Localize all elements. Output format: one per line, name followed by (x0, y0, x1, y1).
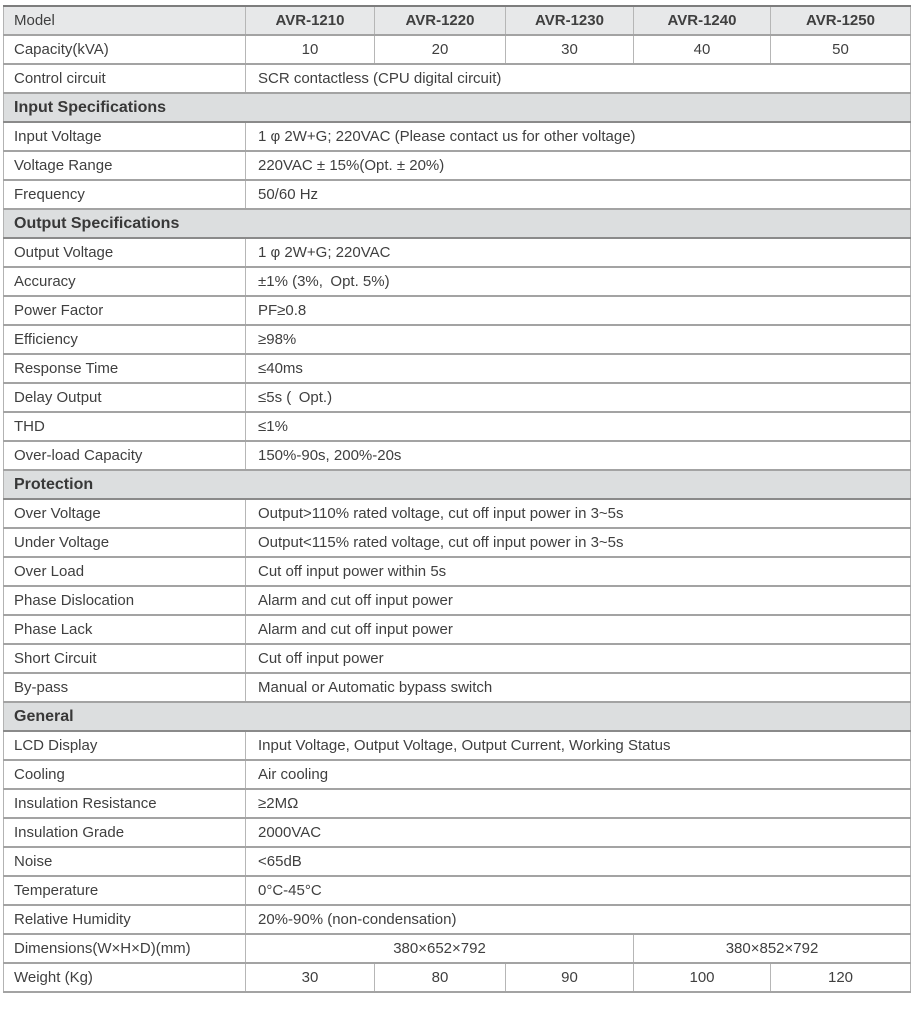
section-header-cell: Output Specifications (4, 209, 911, 238)
spec-label-cell: Short Circuit (4, 644, 246, 673)
spec-label-cell: THD (4, 412, 246, 441)
spec-value-cell: 120 (771, 963, 911, 992)
spec-row (4, 354, 911, 383)
section-header-cell: Input Specifications (4, 93, 911, 122)
spec-value-cell: 40 (634, 35, 771, 64)
spec-value-cell: ±1% (3%, Opt. 5%) (246, 267, 911, 296)
spec-row (4, 847, 911, 876)
spec-label-cell: Input Voltage (4, 122, 246, 151)
spec-value-cell: 30 (506, 35, 634, 64)
spec-value-cell: 50/60 Hz (246, 180, 911, 209)
model-header-row (4, 6, 911, 35)
spec-row (4, 644, 911, 673)
spec-label-cell: Efficiency (4, 325, 246, 354)
spec-label-cell: Weight (Kg) (4, 963, 246, 992)
spec-value-cell: 20%-90% (non-condensation) (246, 905, 911, 934)
spec-row (4, 905, 911, 934)
spec-label-cell: Under Voltage (4, 528, 246, 557)
spec-row (4, 238, 911, 267)
spec-label-cell: Frequency (4, 180, 246, 209)
model-name-cell: AVR-1240 (634, 6, 771, 35)
spec-value-cell: 1 φ 2W+G; 220VAC (Please contact us for other voltage) (246, 122, 911, 151)
spec-row (4, 673, 911, 702)
spec-row (4, 586, 911, 615)
spec-label-cell: Response Time (4, 354, 246, 383)
spec-value-cell: 380×852×792 (634, 934, 911, 963)
spec-label-cell: Cooling (4, 760, 246, 789)
spec-value-cell: ≤1% (246, 412, 911, 441)
section-header-row (4, 702, 911, 731)
spec-label-cell: Insulation Resistance (4, 789, 246, 818)
spec-row (4, 180, 911, 209)
section-header-cell: Protection (4, 470, 911, 499)
spec-label-cell: Output Voltage (4, 238, 246, 267)
spec-label-cell: LCD Display (4, 731, 246, 760)
model-name-cell: AVR-1230 (506, 6, 634, 35)
spec-value-cell: Air cooling (246, 760, 911, 789)
spec-label-cell: Relative Humidity (4, 905, 246, 934)
spec-value-cell: Input Voltage, Output Voltage, Output Current, Working Status (246, 731, 911, 760)
spec-value-cell: 0°C-45°C (246, 876, 911, 905)
spec-value-cell: Alarm and cut off input power (246, 586, 911, 615)
spec-value-cell: 10 (246, 35, 375, 64)
spec-label-cell: Accuracy (4, 267, 246, 296)
spec-row (4, 876, 911, 905)
spec-value-cell: 220VAC ± 15%(Opt. ± 20%) (246, 151, 911, 180)
spec-row (4, 412, 911, 441)
spec-row (4, 615, 911, 644)
spec-row (4, 122, 911, 151)
spec-row (4, 557, 911, 586)
spec-value-cell: Alarm and cut off input power (246, 615, 911, 644)
spec-value-cell: 2000VAC (246, 818, 911, 847)
spec-row (4, 934, 911, 963)
section-header-cell: General (4, 702, 911, 731)
model-label-cell: Model (4, 6, 246, 35)
spec-row (4, 528, 911, 557)
spec-row (4, 267, 911, 296)
spec-row (4, 151, 911, 180)
spec-value-cell: <65dB (246, 847, 911, 876)
spec-value-cell: 50 (771, 35, 911, 64)
spec-value-cell: 20 (375, 35, 506, 64)
spec-value-cell: 150%-90s, 200%-20s (246, 441, 911, 470)
spec-value-cell: ≥2MΩ (246, 789, 911, 818)
spec-value-cell: 1 φ 2W+G; 220VAC (246, 238, 911, 267)
spec-value-cell: Cut off input power (246, 644, 911, 673)
spec-value-cell: SCR contactless (CPU digital circuit) (246, 64, 911, 93)
spec-row (4, 64, 911, 93)
spec-value-cell: 30 (246, 963, 375, 992)
section-header-row (4, 93, 911, 122)
spec-label-cell: Voltage Range (4, 151, 246, 180)
spec-label-cell: Delay Output (4, 383, 246, 412)
spec-label-cell: Phase Lack (4, 615, 246, 644)
spec-row (4, 789, 911, 818)
spec-row (4, 760, 911, 789)
spec-row (4, 325, 911, 354)
spec-label-cell: Over Load (4, 557, 246, 586)
spec-row (4, 499, 911, 528)
spec-label-cell: Dimensions(W×H×D)(mm) (4, 934, 246, 963)
spec-value-cell: ≥98% (246, 325, 911, 354)
spec-label-cell: Noise (4, 847, 246, 876)
spec-label-cell: Control circuit (4, 64, 246, 93)
spec-label-cell: Insulation Grade (4, 818, 246, 847)
spec-value-cell: Manual or Automatic bypass switch (246, 673, 911, 702)
spec-row (4, 818, 911, 847)
spec-label-cell: Over Voltage (4, 499, 246, 528)
spec-row (4, 35, 911, 64)
model-name-cell: AVR-1210 (246, 6, 375, 35)
spec-value-cell: Output<115% rated voltage, cut off input power in 3~5s (246, 528, 911, 557)
spec-value-cell: ≤5s ( Opt.) (246, 383, 911, 412)
spec-row (4, 731, 911, 760)
spec-row (4, 441, 911, 470)
spec-row (4, 383, 911, 412)
spec-label-cell: Temperature (4, 876, 246, 905)
spec-table (3, 5, 911, 993)
section-header-row (4, 470, 911, 499)
spec-label-cell: Phase Dislocation (4, 586, 246, 615)
spec-label-cell: By-pass (4, 673, 246, 702)
spec-value-cell: Output>110% rated voltage, cut off input power in 3~5s (246, 499, 911, 528)
spec-label-cell: Over-load Capacity (4, 441, 246, 470)
spec-value-cell: 100 (634, 963, 771, 992)
spec-row (4, 296, 911, 325)
model-name-cell: AVR-1220 (375, 6, 506, 35)
spec-value-cell: Cut off input power within 5s (246, 557, 911, 586)
spec-row (4, 963, 911, 992)
spec-value-cell: 90 (506, 963, 634, 992)
spec-label-cell: Capacity(kVA) (4, 35, 246, 64)
spec-value-cell: PF≥0.8 (246, 296, 911, 325)
spec-value-cell: ≤40ms (246, 354, 911, 383)
spec-value-cell: 80 (375, 963, 506, 992)
spec-value-cell: 380×652×792 (246, 934, 634, 963)
section-header-row (4, 209, 911, 238)
spec-label-cell: Power Factor (4, 296, 246, 325)
model-name-cell: AVR-1250 (771, 6, 911, 35)
